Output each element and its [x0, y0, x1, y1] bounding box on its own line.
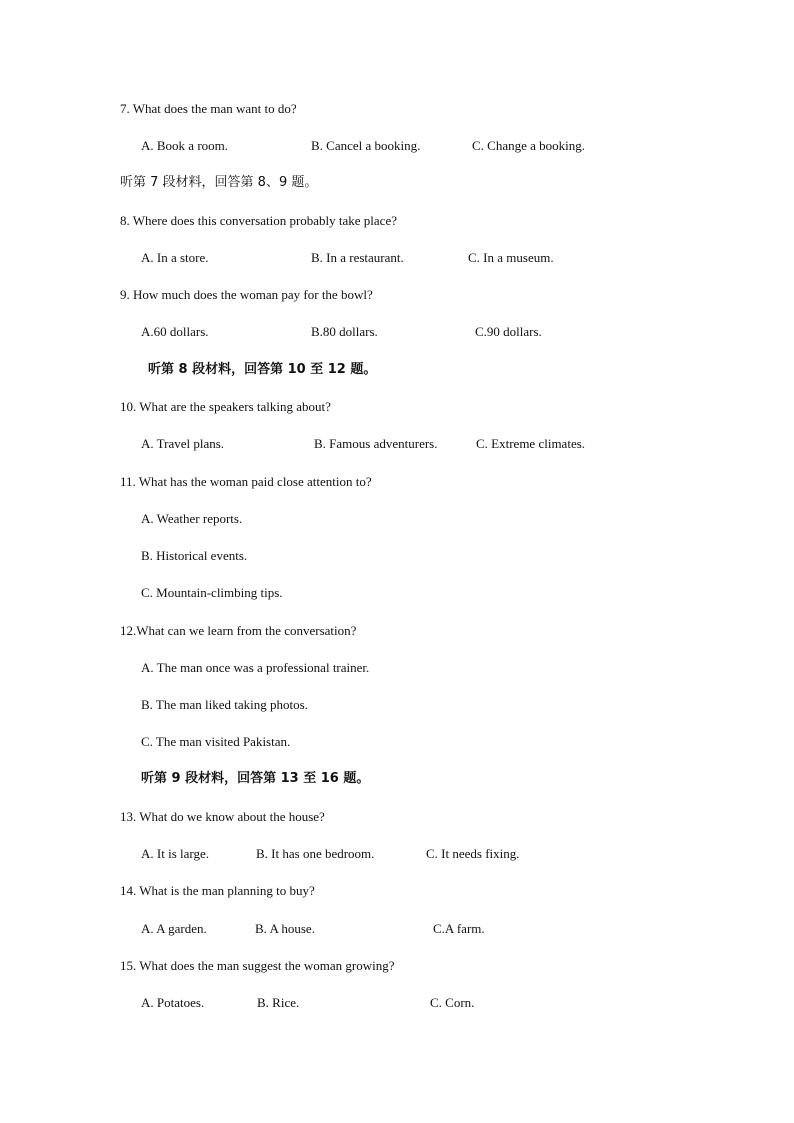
- section-9-heading: 听第 9 段材料，回答第 13 至 16 题。: [141, 771, 370, 786]
- question-11-stem: 11. What has the woman paid close attention to?: [120, 474, 372, 489]
- question-13-option-b: B. It has one bedroom.: [256, 846, 375, 861]
- question-14-option-c: C.A farm.: [433, 921, 485, 936]
- question-14-option-b: B. A house.: [255, 921, 315, 936]
- question-15-option-c: C. Corn.: [430, 995, 475, 1010]
- question-11-option-c: C. Mountain-climbing tips.: [141, 585, 283, 600]
- question-12-stem: 12.What can we learn from the conversation?: [120, 623, 357, 638]
- question-9-stem: 9. How much does the woman pay for the bowl?: [120, 287, 373, 302]
- question-15-stem: 15. What does the man suggest the woman growing?: [120, 958, 395, 973]
- question-14-option-a: A. A garden.: [141, 921, 207, 936]
- question-9-option-a: A.60 dollars.: [141, 324, 209, 339]
- question-13-option-a: A. It is large.: [141, 846, 209, 861]
- question-11-option-b: B. Historical events.: [141, 548, 248, 563]
- question-15-option-b: B. Rice.: [257, 995, 300, 1010]
- question-12-option-c: C. The man visited Pakistan.: [141, 734, 291, 749]
- question-11-option-a: A. Weather reports.: [141, 511, 243, 526]
- question-8-stem: 8. Where does this conversation probably take place?: [120, 213, 397, 228]
- question-9-option-c: C.90 dollars.: [475, 324, 542, 339]
- question-8-option-b: B. In a restaurant.: [311, 250, 404, 265]
- question-13-option-c: C. It needs fixing.: [426, 846, 520, 861]
- question-13-stem: 13. What do we know about the house?: [120, 809, 325, 824]
- question-7-stem: 7. What does the man want to do?: [120, 101, 297, 116]
- question-12-option-b: B. The man liked taking photos.: [141, 697, 308, 712]
- question-7-option-b: B. Cancel a booking.: [311, 138, 421, 153]
- question-15-option-a: A. Potatoes.: [141, 995, 205, 1010]
- section-8-heading: 听第 8 段材料，回答第 10 至 12 题。: [148, 362, 377, 377]
- question-7-option-a: A. Book a room.: [141, 138, 229, 153]
- section-7-heading: 听第 7 段材料，回答第 8、9 题。: [120, 175, 318, 190]
- question-12-option-a: A. The man once was a professional trainer.: [141, 660, 370, 675]
- question-10-option-a: A. Travel plans.: [141, 436, 225, 451]
- question-9-option-b: B.80 dollars.: [311, 324, 378, 339]
- question-14-stem: 14. What is the man planning to buy?: [120, 883, 315, 898]
- question-7-option-c: C. Change a booking.: [472, 138, 586, 153]
- question-8-option-c: C. In a museum.: [468, 250, 554, 265]
- question-10-option-c: C. Extreme climates.: [476, 436, 586, 451]
- question-8-option-a: A. In a store.: [141, 250, 209, 265]
- question-10-option-b: B. Famous adventurers.: [314, 436, 438, 451]
- question-10-stem: 10. What are the speakers talking about?: [120, 399, 331, 414]
